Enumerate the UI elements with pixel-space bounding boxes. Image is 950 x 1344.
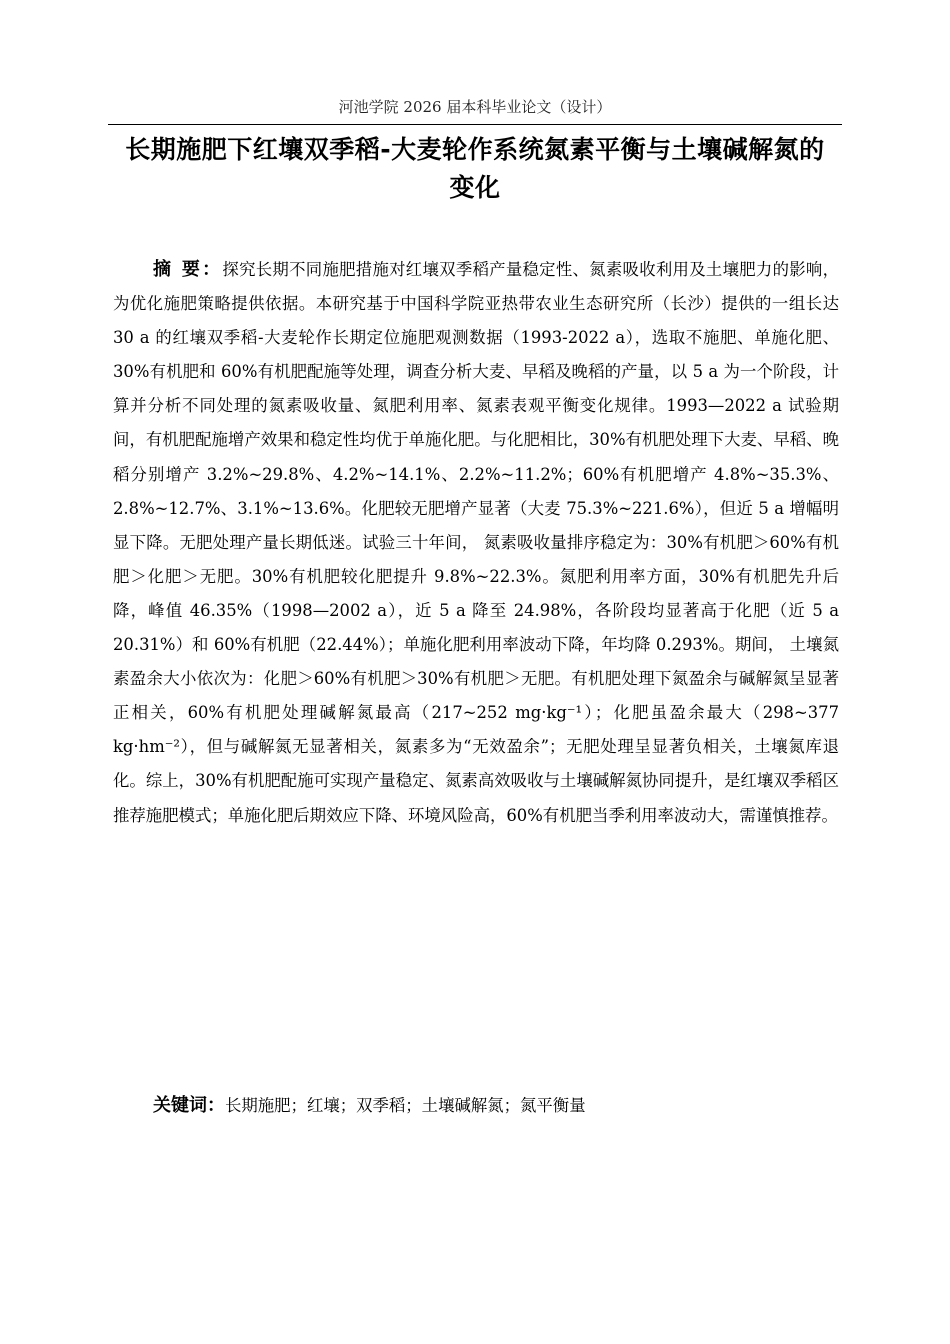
running-header: 河池学院 2026 届本科毕业论文（设计） (338, 98, 612, 116)
keywords-body: 长期施肥；红壤；双季稻；土壤碱解氮；氮平衡量 (225, 1096, 586, 1115)
thesis-title-line-1: 长期施肥下红壤双季稻-大麦轮作系统氮素平衡与土壤碱解氮的 (125, 135, 825, 164)
thesis-title-line-2: 变化 (449, 173, 501, 202)
thesis-title (108, 131, 842, 207)
abstract-paragraph (113, 253, 839, 833)
keywords-label: 关键词： (153, 1095, 225, 1116)
abstract-body: 探究长期不同施肥措施对红壤双季稻产量稳定性、氮素吸收利用及土壤肥力的影响，为优化施肥策略提供依据。本研究基于中国科学院亚热带农业生态研究所（长沙）提供的一组长达 30 a 的红壤双季稻-大麦轮作长期定位施肥观测数据（1993-2022 a），选取不施肥、单施化肥、30%有机肥和 60%有机肥配施等处理，调查分析大麦、早稻及晚稻的产量，以 5 a 为一个阶段，计算并分析不同处理的氮素吸收量、氮肥利用率、氮素表观平衡变化规律。1993—2022 a 试验期间，有机肥配施增产效果和稳定性均优于单施化肥。与化肥相比，30%有机肥处理下大麦、早稻、晚稻分别增产 3.2%~29.8%、4.2%~14.1%、2.2%~11.2%；60%有机肥增产 4.8%~35.3%、2.8%~12.7%、3.1%~13.6%。化肥较无肥增产显著（大麦 75.3%~221.6%），但近 5 a 增幅明显下降。无肥处理产量长期低迷。试验三十年间， 氮素吸收量排序稳定为：30%有机肥＞60%有机肥＞化肥＞无肥。30%有机肥较化肥提升 9.8%~22.3%。氮肥利用率方面，30%有机肥先升后降，峰值 46.35%（1998—2002 a），近 5 a 降至 24.98%，各阶段均显著高于化肥（近 5 a 20.31%）和 60%有机肥（22.44%）；单施化肥利用率波动下降，年均降 0.293%。期间， 土壤氮素盈余大小依次为：化肥＞60%有机肥＞30%有机肥＞无肥。有机肥处理下氮盈余与碱解氮呈显著正相关，60%有机肥处理碱解氮最高（217~252 mg·kg⁻¹）；化肥虽盈余最大（298~377 kg·hm⁻²），但与碱解氮无显著相关，氮素多为“无效盈余”；无肥处理呈显著负相关，土壤氮库退化。综上，30%有机肥配施可实现产量稳定、氮素高效吸收与土壤碱解氮协同提升，是红壤双季稻区推荐施肥模式；单施化肥后期效应下降、环境风险高，60%有机肥当季利用率波动大，需谨慎推荐。 (113, 260, 839, 825)
keywords-line (153, 1093, 839, 1119)
header-rule (108, 124, 842, 125)
abstract-label: 摘 要： (153, 259, 223, 280)
